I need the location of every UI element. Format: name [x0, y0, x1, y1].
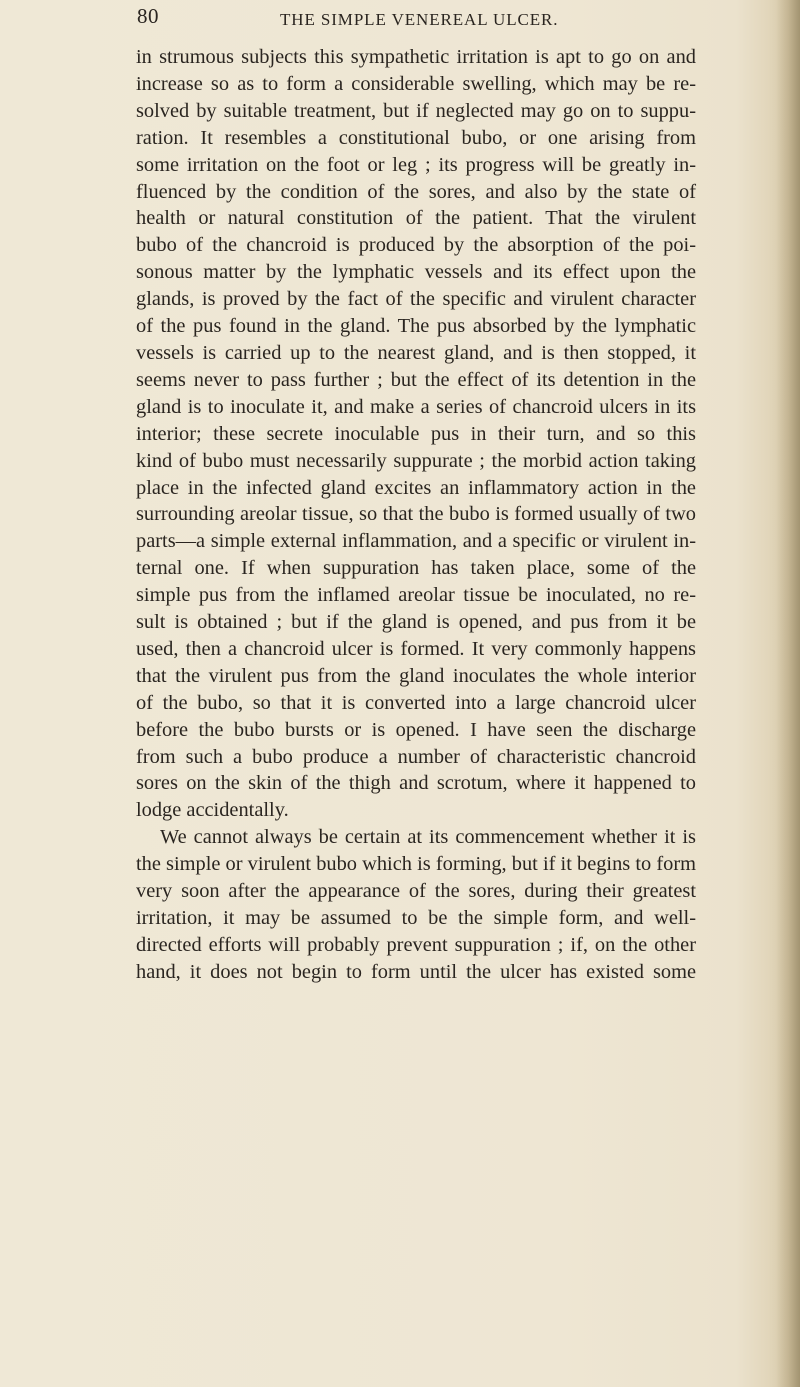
body-text: [136, 44, 696, 986]
text-line: kind of bubo must necessarily suppurate ; the morbid action taking: [136, 449, 696, 472]
running-head: THE SIMPLE VENEREAL ULCER.: [280, 10, 559, 29]
text-line: from such a bubo produce a number of characteristic chancroid: [136, 745, 696, 768]
text-line: simple pus from the inflamed areolar tissue be inoculated, no re-: [136, 584, 696, 607]
text-line: bubo of the chancroid is produced by the absorption of the poi-: [136, 234, 696, 257]
text-line: parts—a simple external inflammation, and a specific or virulent in-: [136, 530, 696, 553]
text-line: hand, it does not begin to form until the ulcer has existed some: [136, 960, 696, 983]
text-line: directed efforts will probably prevent suppuration ; if, on the other: [136, 933, 696, 956]
text-line: seems never to pass further ; but the effect of its detention in the: [136, 368, 696, 391]
text-line: fluenced by the condition of the sores, and also by the state of: [136, 180, 696, 203]
text-line: increase so as to form a considerable swelling, which may be re-: [136, 72, 696, 95]
text-line: that the virulent pus from the gland inoculates the whole interior: [136, 664, 696, 687]
text-line: of the bubo, so that it is converted into a large chancroid ulcer: [136, 691, 696, 714]
text-line: the simple or virulent bubo which is forming, but if it begins to form: [136, 853, 696, 876]
text-line: used, then a chancroid ulcer is formed. It very commonly happens: [136, 637, 696, 660]
text-line: ration. It resembles a constitutional bubo, or one arising from: [136, 126, 696, 149]
text-line: lodge accidentally.: [136, 799, 289, 822]
text-line: We cannot always be certain at its commencement whether it is: [160, 826, 696, 849]
text-line: gland is to inoculate it, and make a series of chancroid ulcers in its: [136, 395, 696, 418]
text-line: of the pus found in the gland. The pus absorbed by the lymphatic: [136, 315, 696, 338]
text-line: very soon after the appearance of the sores, during their greatest: [136, 880, 696, 903]
text-line: sult is obtained ; but if the gland is opened, and pus from it be: [136, 611, 696, 634]
text-line: before the bubo bursts or is opened. I have seen the discharge: [136, 718, 696, 741]
text-line: sores on the skin of the thigh and scrotum, where it happened to: [136, 772, 696, 795]
text-line: vessels is carried up to the nearest gland, and is then stopped, it: [136, 341, 696, 364]
page-edge-shadow: [776, 0, 800, 1387]
text-line: glands, is proved by the fact of the specific and virulent character: [136, 288, 696, 311]
page-header: [137, 4, 697, 32]
page-number: 80: [137, 4, 159, 28]
text-line: sonous matter by the lymphatic vessels and its effect upon the: [136, 261, 696, 284]
text-line: solved by suitable treatment, but if neglected may go on to suppu-: [136, 99, 696, 122]
text-line: place in the infected gland excites an inflammatory action in the: [136, 476, 696, 499]
text-line: interior; these secrete inoculable pus in their turn, and so this: [136, 422, 696, 445]
text-line: in strumous subjects this sympathetic irritation is apt to go on and: [136, 46, 696, 68]
text-line: ternal one. If when suppuration has taken place, some of the: [136, 557, 696, 580]
text-line: health or natural constitution of the patient. That the virulent: [136, 207, 696, 230]
text-line: surrounding areolar tissue, so that the bubo is formed usually of two: [136, 503, 696, 526]
text-line: some irritation on the foot or leg ; its progress will be greatly in-: [136, 153, 696, 176]
text-line: irritation, it may be assumed to be the simple form, and well-: [136, 907, 696, 929]
